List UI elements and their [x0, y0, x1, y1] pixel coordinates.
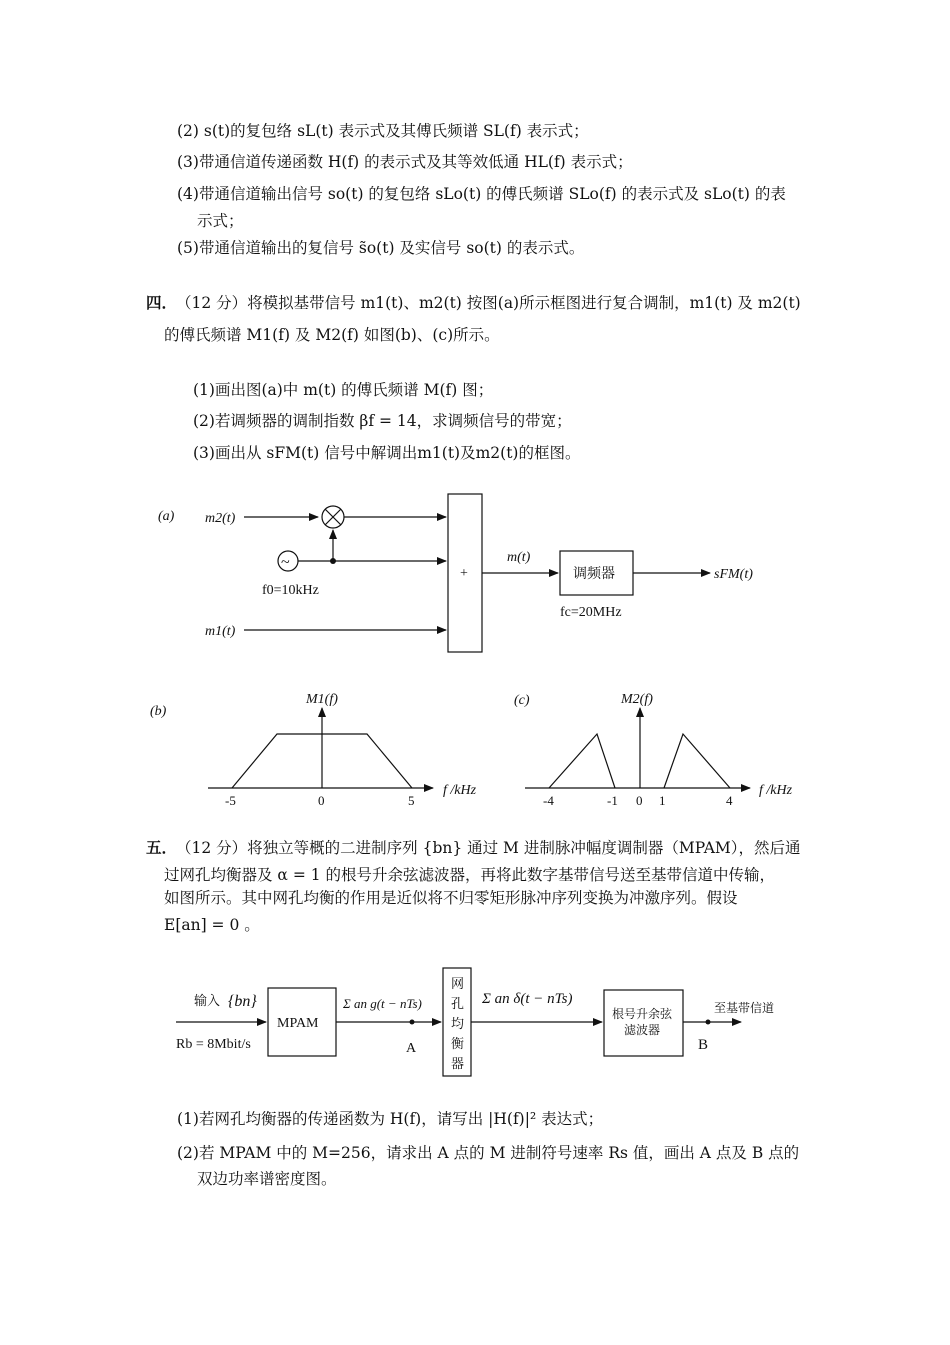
q3-item-2: (2) s(t)的复包络 sL(t) 表示式及其傅氏频谱 SL(f) 表示式；	[177, 122, 589, 140]
q3-item-4: (4)带通信道输出信号 so(t) 的复包络 sLo(t) 的傅氏频谱 SLo(f) 的表示式及 sLo(t) 的表	[177, 185, 786, 203]
b-x-label: f /kHz	[443, 783, 477, 798]
q3-item-3: (3)带通信道传递函数 H(f) 的表示式及其等效低通 HL(f) 表示式；	[177, 153, 633, 171]
diagram-q5	[176, 968, 774, 1076]
diagram-b	[150, 692, 477, 808]
filter-line1: 根号升余弦	[612, 1007, 673, 1021]
mpam-label: MPAM	[277, 1016, 319, 1031]
point-b-label: B	[698, 1037, 709, 1053]
osc-symbol: ~	[281, 554, 290, 571]
rb-label: Rb = 8Mbit/s	[176, 1037, 251, 1052]
c-tick-0: 0	[636, 793, 643, 808]
diagram-b-label: (b)	[150, 704, 167, 719]
sfm-label: sFM(t)	[714, 567, 753, 582]
c-tick-neg4: -4	[543, 793, 554, 808]
q4-item-3: (3)画出从 sFM(t) 信号中解调出m1(t)及m2(t)的框图。	[193, 444, 581, 462]
q5-line1: （12 分）将独立等概的二进制序列 {bn} 通过 M 进制脉冲幅度调制器（MPAM），然后通	[176, 839, 801, 857]
c-x-label: f /kHz	[759, 783, 793, 798]
filter-line2: 滤波器	[624, 1023, 661, 1037]
q5-item-1: (1)若网孔均衡器的传递函数为 H(f)，请写出 |H(f)|² 表达式；	[177, 1110, 604, 1128]
q5-line4: E[an] = 0 。	[164, 916, 260, 934]
diagram-a	[158, 494, 753, 652]
m2-spectrum-pos	[664, 734, 730, 788]
multiplier	[322, 506, 344, 528]
q4-line1: （12 分）将模拟基带信号 m1(t)、m2(t) 按图(a)所示框图进行复合调制，m1(t) 及 m2(t)	[176, 294, 801, 312]
m2-label: m2(t)	[205, 511, 236, 526]
point-b-dot	[706, 1020, 711, 1025]
m1f-label: M1(f)	[306, 692, 338, 707]
q3-item-5: (5)带通信道输出的复信号 s̃o(t) 及实信号 so(t) 的表示式。	[177, 239, 585, 257]
q4-item-2: (2)若调频器的调制指数 βf = 14，求调频信号的带宽；	[193, 412, 572, 430]
c-tick-1: 1	[659, 793, 666, 808]
q5-label: 五．	[146, 838, 178, 857]
q4-line2: 的傅氏频谱 M1(f) 及 M2(f) 如图(b)、(c)所示。	[164, 326, 500, 344]
sum1-label: Σ an g(t − nTs)	[343, 996, 422, 1011]
q3-item-4-cont: 示式；	[197, 212, 244, 230]
q5-line3: 如图所示。其中网孔均衡的作用是近似将不归零矩形脉冲序列变换为冲激序列。假设	[164, 889, 738, 907]
q5-item-2-cont: 双边功率谱密度图。	[197, 1170, 337, 1188]
c-tick-neg1: -1	[607, 793, 618, 808]
m-label: m(t)	[507, 550, 531, 565]
equalizer-label: 网 孔 均 衡 器	[451, 976, 465, 1071]
b-tick-0: 0	[318, 793, 325, 808]
q5-item-2: (2)若 MPAM 中的 M=256，请求出 A 点的 M 进制符号速率 Rs 值，画出 A 点及 B 点的	[177, 1144, 800, 1162]
b-tick-neg5: -5	[225, 793, 236, 808]
c-tick-4: 4	[726, 793, 733, 808]
adder-symbol: +	[460, 566, 468, 581]
m2-spectrum-neg	[549, 734, 615, 788]
bn-label: {bn}	[228, 993, 257, 1010]
point-a-dot	[410, 1020, 415, 1025]
q5-line2: 过网孔均衡器及 α = 1 的根号升余弦滤波器，再将此数字基带信号送至基带信道中传输，	[164, 866, 776, 884]
m2f-label: M2(f)	[621, 692, 653, 707]
channel-label: 至基带信道	[714, 1001, 775, 1015]
point-a-label: A	[406, 1041, 417, 1056]
fc-label: fc=20MHz	[560, 605, 622, 620]
q4-label: 四．	[146, 293, 178, 312]
m1-label: m1(t)	[205, 624, 236, 639]
diagram-a-label: (a)	[158, 509, 175, 524]
f0-label: f0=10kHz	[262, 583, 319, 598]
diagram-c	[514, 692, 793, 808]
diagram-c-label: (c)	[514, 693, 530, 708]
input-label: 输入	[194, 993, 221, 1008]
q4-item-1: (1)画出图(a)中 m(t) 的傅氏频谱 M(f) 图；	[193, 381, 494, 399]
b-tick-5: 5	[408, 793, 415, 808]
sum2-label: Σ an δ(t − nTs)	[482, 991, 573, 1007]
modulator-label: 调频器	[573, 567, 615, 582]
